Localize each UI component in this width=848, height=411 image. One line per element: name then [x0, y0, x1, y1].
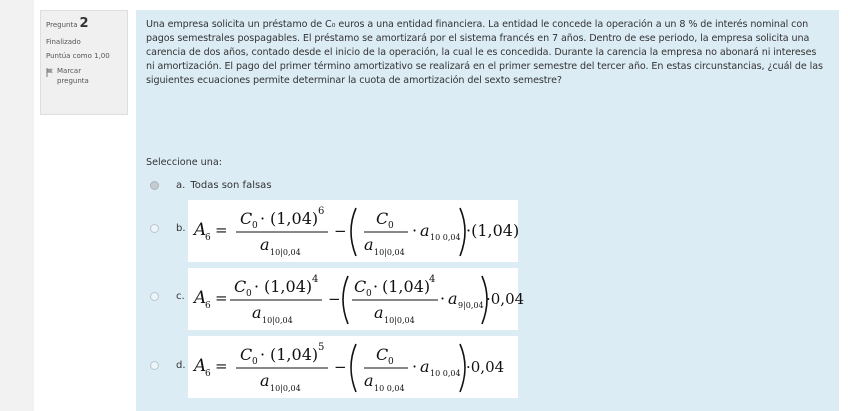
- formula-d-inner-dot: ·: [412, 357, 418, 376]
- formula-d-exp: 5: [318, 342, 325, 353]
- question-content: [136, 10, 839, 411]
- formula-b-tail: ·(1,04): [466, 221, 520, 240]
- formula-c-minus: −: [328, 290, 341, 308]
- formula-d-A: A: [194, 356, 207, 376]
- formula-d-C: C: [240, 345, 253, 364]
- flag-question-button[interactable]: [46, 67, 122, 86]
- formula-d-A-sub: 6: [205, 369, 211, 379]
- formula-c-inner-den-sub: 10|0,04: [384, 316, 415, 325]
- question-info-panel: [40, 10, 128, 115]
- formula-b-den-sub: 10|0,04: [270, 248, 301, 257]
- answer-option-b[interactable]: [150, 223, 186, 234]
- formula-d-den-sub: 10|0,04: [270, 384, 301, 393]
- formula-c-inner-C: C: [354, 277, 367, 296]
- answer-option-a[interactable]: [150, 180, 272, 191]
- option-letter-a: a.: [176, 180, 186, 191]
- formula-c-tail: ·0,04: [486, 290, 525, 308]
- radio-option-b[interactable]: [150, 224, 159, 233]
- formula-c-A: A: [194, 288, 207, 308]
- formula-option-d: [188, 336, 518, 398]
- formula-c-A-sub: 6: [205, 301, 211, 311]
- formula-b-paren: (1,04): [270, 209, 319, 228]
- formula-c-inner-C-sub: 0: [366, 289, 372, 299]
- formula-d-inner-den: a: [364, 371, 374, 390]
- formula-b-A: A: [194, 220, 207, 240]
- formula-b-den: a: [260, 235, 270, 254]
- formula-c-exp: 4: [312, 274, 319, 285]
- question-score: Puntúa como 1,00: [46, 51, 110, 60]
- formula-b-dot: ·: [260, 209, 266, 228]
- svg-text:=: =: [215, 289, 228, 307]
- question-text: Una empresa solicita un préstamo de C₀ euros a una entidad financiera. La entidad le concede la operación a un 8 % de interés nominal con pagos semestrales pospagables. El préstamo se amortizará por el sistema francés en 7 años. Dentro de ese periodo, la empresa solicita una carencia de dos años, contado desde el inicio de la operación, la cual le es concedida. Durante la carencia la empresa no abonará ni intereses ni amortización. El pago del primer término amortizativo se realizará en el primer semestre del tercer año. En estas circunstancias, ¿cuál de las siguientes ecuaciones permite determinar la cuota de amortización del sexto semestre?: [146, 19, 823, 86]
- formula-c-inner-exp: 4: [429, 274, 436, 285]
- formula-b-A-sub: 6: [205, 233, 211, 243]
- option-letter-d: d.: [176, 360, 186, 371]
- answer-option-c[interactable]: [150, 291, 185, 302]
- formula-b-inner-den-sub: 10|0,04: [374, 248, 405, 257]
- formula-c-inner-dot: ·: [373, 277, 379, 296]
- formula-c-paren: (1,04): [264, 277, 313, 296]
- option-letter-c: c.: [176, 291, 185, 302]
- page-margin: [0, 0, 34, 411]
- answer-option-d[interactable]: [150, 360, 186, 371]
- formula-d-inner-den-sub: 10 0,04: [374, 384, 405, 393]
- formula-c-inner-den: a: [374, 303, 384, 322]
- formula-d-paren: (1,04): [270, 345, 319, 364]
- formula-b-a: a: [420, 221, 430, 240]
- formula-d-dot: ·: [260, 345, 266, 364]
- formula-d-inner-C-sub: 0: [388, 357, 394, 367]
- formula-c-dot2: ·: [440, 289, 446, 308]
- formula-d-a-sub: 10 0,04: [430, 369, 461, 378]
- formula-b-inner-C-sub: 0: [388, 221, 394, 231]
- question-status: Finalizado: [46, 37, 81, 46]
- question-number: [46, 15, 122, 33]
- formula-d-tail: ·0,04: [466, 358, 505, 376]
- formula-c-dot: ·: [254, 277, 260, 296]
- radio-option-c[interactable]: [150, 292, 159, 301]
- formula-d-a: a: [420, 357, 430, 376]
- formula-b-C-sub: 0: [252, 221, 258, 231]
- formula-c-C-sub: 0: [246, 289, 252, 299]
- formula-d-C-sub: 0: [252, 357, 258, 367]
- formula-b-inner-C: C: [376, 209, 389, 228]
- formula-b-C: C: [240, 209, 253, 228]
- option-letter-b: b.: [176, 223, 186, 234]
- radio-option-d[interactable]: [150, 361, 159, 370]
- question-number-value: 2: [79, 16, 89, 31]
- formula-b-a-sub: 10 0,04: [430, 233, 461, 242]
- flag-icon: [46, 68, 54, 77]
- formula-c-inner-paren: (1,04): [382, 277, 431, 296]
- formula-c-den-sub: 10|0,04: [262, 316, 293, 325]
- radio-option-a[interactable]: [150, 181, 159, 190]
- flag-label-line1: Marcar: [57, 67, 82, 76]
- formula-c-a: a: [448, 289, 458, 308]
- formula-d-inner-C: C: [376, 345, 389, 364]
- question-label: Pregunta: [46, 21, 78, 29]
- formula-c-a-sub: 9|0,04: [458, 301, 484, 310]
- svg-text:=: =: [215, 357, 228, 375]
- formula-b-minus: −: [334, 222, 347, 240]
- svg-text:=: =: [215, 221, 228, 239]
- formula-b-inner-dot: ·: [412, 221, 418, 240]
- formula-c-C: C: [234, 277, 247, 296]
- formula-b-exp: 6: [318, 206, 325, 217]
- formula-b-inner-den: a: [364, 235, 374, 254]
- answer-prompt: Seleccione una:: [146, 157, 222, 168]
- option-text-a: Todas son falsas: [190, 180, 272, 191]
- formula-c-den: a: [252, 303, 262, 322]
- formula-option-c: [188, 268, 525, 330]
- formula-d-minus: −: [334, 358, 347, 376]
- formula-d-den: a: [260, 371, 270, 390]
- formula-option-b: [188, 200, 518, 262]
- flag-label-line2: pregunta: [57, 76, 89, 85]
